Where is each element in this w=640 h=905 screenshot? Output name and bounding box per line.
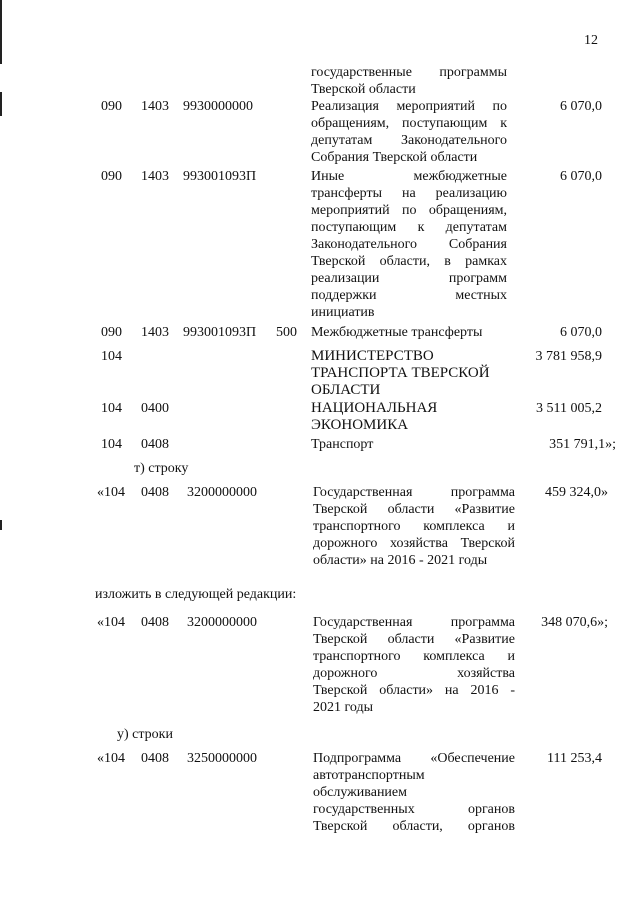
row-0-desc-line: государственные программы	[311, 65, 507, 80]
row-4-desc-line: ОБЛАСТИ	[311, 382, 381, 398]
row-8-desc-line: транспортного комплекса и	[313, 649, 515, 664]
row-4-amount: 3 781 958,9	[535, 349, 602, 364]
row-1-amount: 6 070,0	[560, 99, 602, 114]
row-5-desc-line: НАЦИОНАЛЬНАЯ	[311, 400, 438, 416]
row-6-desc-line: Транспорт	[311, 437, 374, 452]
row-5-section-code: 0400	[141, 401, 169, 416]
row-6-amount: 351 791,1»;	[549, 437, 616, 452]
row-9-desc-line: обслуживанием	[313, 785, 408, 800]
row-4-desc-line: МИНИСТЕРСТВО	[311, 348, 434, 364]
row-7-desc-line: дорожного хозяйства Тверской	[313, 536, 515, 551]
scan-edge-mark	[0, 92, 2, 116]
row-2-amount: 6 070,0	[560, 169, 602, 184]
row-7-amount: 459 324,0»	[545, 485, 608, 500]
row-2-desc-line: инициатив	[311, 305, 375, 320]
row-2-desc-line: трансферты на реализацию	[311, 186, 507, 201]
row-3-expense-code: 500	[276, 325, 297, 340]
row-7-desc-line: Тверской области «Развитие	[313, 502, 515, 517]
row-1-desc-line: обращениям, поступающим к	[311, 116, 507, 131]
row-2-desc-line: Иные межбюджетные	[311, 169, 507, 184]
row-8-target-code: 3200000000	[187, 615, 257, 630]
row-7-section-code: 0408	[141, 485, 169, 500]
row-1-admin-code: 090	[101, 99, 122, 114]
row-2-admin-code: 090	[101, 169, 122, 184]
row-7-desc-line: Государственная программа	[313, 485, 515, 500]
row-8-desc-line: Тверской области «Развитие	[313, 632, 515, 647]
row-9-desc-line: Подпрограмма «Обеспечение	[313, 751, 515, 766]
row-5-desc-line: ЭКОНОМИКА	[311, 417, 409, 433]
scan-edge-mark	[0, 0, 2, 64]
row-2-desc-line: поддержки местных	[311, 288, 507, 303]
row-2-target-code: 993001093П	[183, 169, 257, 184]
row-5-admin-code: 104	[101, 401, 122, 416]
row-4-desc-line: ТРАНСПОРТА ТВЕРСКОЙ	[311, 365, 490, 381]
row-1-desc-line: Реализация мероприятий по	[311, 99, 507, 114]
row-2-desc-line: поступающим к депутатам	[311, 220, 507, 235]
row-9-admin-code: «104	[97, 751, 125, 766]
row-8-desc-line: Государственная программа	[313, 615, 515, 630]
row-2-section-code: 1403	[141, 169, 169, 184]
row-1-desc-line: депутатам Законодательного	[311, 133, 507, 148]
row-3-desc-line: Межбюджетные трансферты	[311, 325, 483, 340]
row-1-section-code: 1403	[141, 99, 169, 114]
row-7-target-code: 3200000000	[187, 485, 257, 500]
row-8-admin-code: «104	[97, 615, 125, 630]
row-8-section-code: 0408	[141, 615, 169, 630]
row-3-target-code: 993001093П	[183, 325, 257, 340]
row-3-amount: 6 070,0	[560, 325, 602, 340]
row-4-admin-code: 104	[101, 349, 122, 364]
row-8-desc-line: дорожного хозяйства	[313, 666, 515, 681]
row-8-desc-line: Тверской области» на 2016 -	[313, 683, 515, 698]
row-5-amount: 3 511 005,2	[536, 401, 602, 416]
row-2-desc-line: реализации программ	[311, 271, 507, 286]
row-9-amount: 111 253,4	[547, 751, 602, 766]
row-3-section-code: 1403	[141, 325, 169, 340]
row-6-section-code: 0408	[141, 437, 169, 452]
row-2-desc-line: мероприятий по обращениям,	[311, 203, 507, 218]
row-9-desc-line: автотранспортным	[313, 768, 425, 783]
list-item-t: т) строку	[134, 461, 189, 476]
row-9-target-code: 3250000000	[187, 751, 257, 766]
list-item-u: у) строки	[117, 727, 173, 742]
scan-edge-mark	[0, 520, 2, 530]
row-8-amount: 348 070,6»;	[541, 615, 608, 630]
row-9-desc-line: государственных органов	[313, 802, 515, 817]
row-9-desc-line: Тверской области, органов	[313, 819, 515, 834]
row-6-admin-code: 104	[101, 437, 122, 452]
row-2-desc-line: Тверской области, в рамках	[311, 254, 507, 269]
row-7-admin-code: «104	[97, 485, 125, 500]
row-7-desc-line: транспортного комплекса и	[313, 519, 515, 534]
page-number: 12	[584, 33, 598, 48]
row-2-desc-line: Законодательного Собрания	[311, 237, 507, 252]
row-1-desc-line: Собрания Тверской области	[311, 150, 478, 165]
row-8-desc-line: 2021 годы	[313, 700, 374, 715]
row-9-section-code: 0408	[141, 751, 169, 766]
row-0-desc-line: Тверской области	[311, 82, 416, 97]
row-3-admin-code: 090	[101, 325, 122, 340]
row-1-target-code: 9930000000	[183, 99, 253, 114]
instruction-text: изложить в следующей редакции:	[95, 587, 297, 602]
row-7-desc-line: области» на 2016 - 2021 годы	[313, 553, 488, 568]
